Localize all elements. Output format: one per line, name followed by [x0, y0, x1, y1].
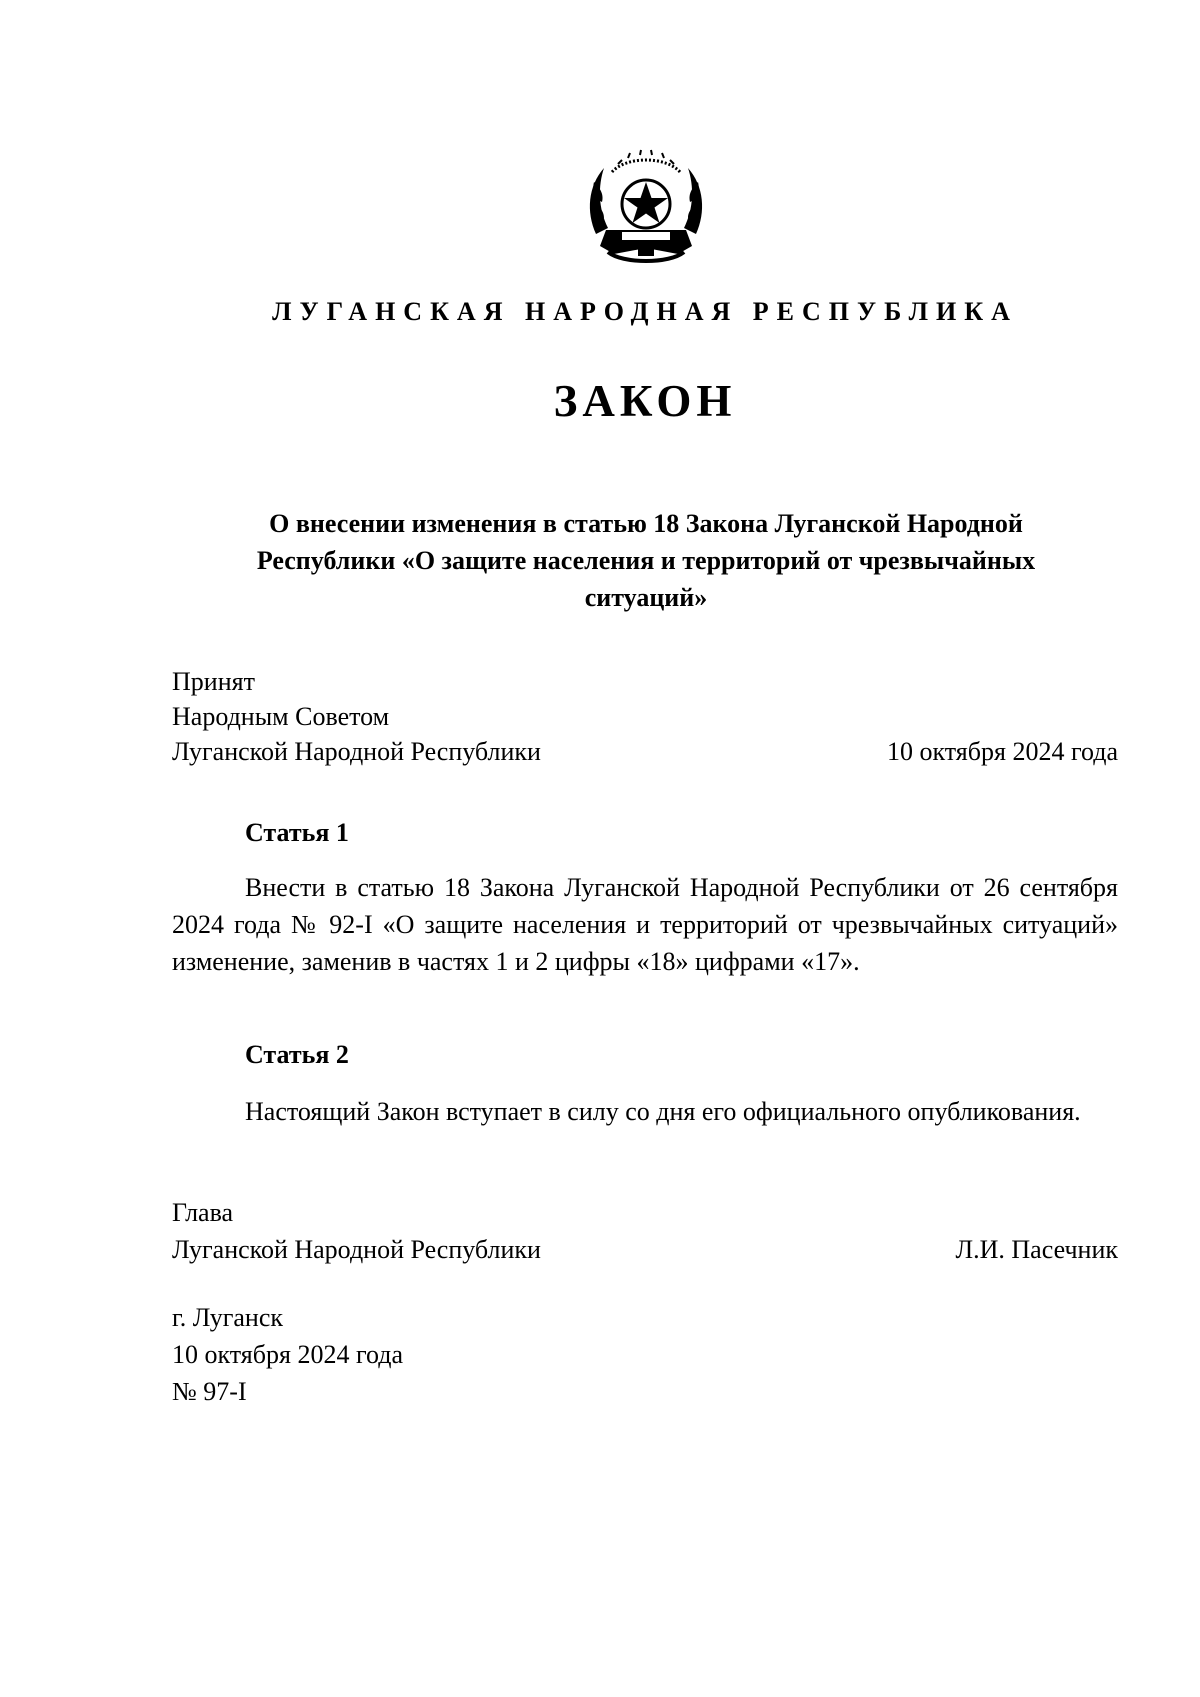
republic-title: ЛУГАНСКАЯ НАРОДНАЯ РЕСПУБЛИКА — [272, 297, 1018, 326]
document-type-title: ЗАКОН — [553, 376, 737, 426]
signature-position: Луганской Народной Республики — [172, 1235, 541, 1264]
signature-title: Глава — [172, 1198, 234, 1227]
adoption-date: 10 октября 2024 года — [887, 737, 1118, 766]
adoption-line-2: Народным Советом — [172, 702, 390, 731]
footer-number: № 97-I — [172, 1377, 247, 1406]
article-1-text: Внести в статью 18 Закона Луганской Народной Республики от 26 сентября 2024 года № 92-I «О защите населения и территорий от чрезвычайных ситуаций» изменение, заменив в частях 1 и 2 цифры «18» цифрами «17». — [172, 873, 1118, 976]
signatory-name: Л.И. Пасечник — [955, 1235, 1118, 1264]
article-1-heading: Статья 1 — [245, 818, 349, 847]
adoption-line-3: Луганской Народной Республики — [172, 737, 541, 766]
article-2-text: Настоящий Закон вступает в силу со дня его официального опубликования. — [245, 1097, 1081, 1126]
footer-city: г. Луганск — [172, 1303, 284, 1332]
coat-of-arms-icon — [582, 142, 710, 270]
law-subject: О внесении изменения в статью 18 Закона Луганской Народной Республики «О защите населения и территорий от чрезвычайных ситуаций» — [256, 509, 1036, 612]
footer-date: 10 октября 2024 года — [172, 1340, 403, 1369]
adoption-line-1: Принят — [172, 667, 255, 696]
article-2-heading: Статья 2 — [245, 1040, 349, 1069]
